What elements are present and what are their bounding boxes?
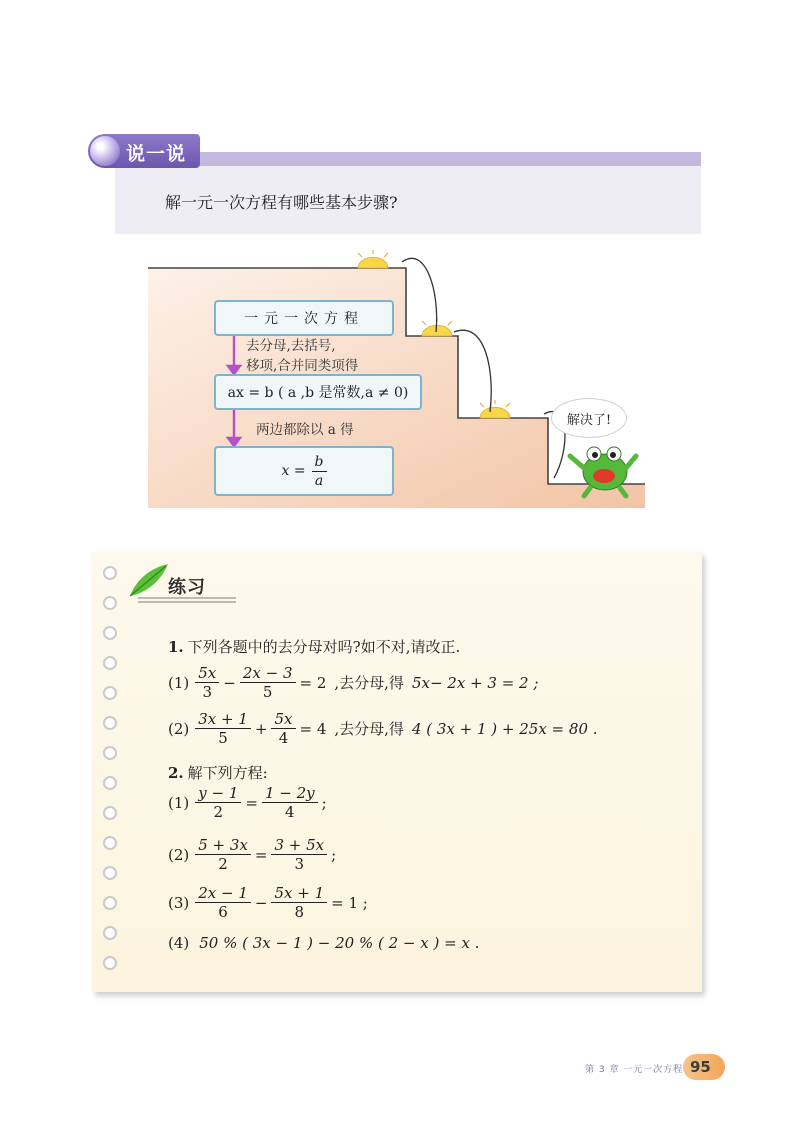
numerator: 5x + 1	[271, 884, 327, 903]
operator: −	[223, 673, 236, 692]
ring	[103, 896, 117, 910]
denominator: 5	[218, 729, 228, 747]
numerator: y − 1	[195, 784, 241, 803]
numerator: 1 − 2y	[262, 784, 318, 803]
say-it-question: 解一元一次方程有哪些基本步骤?	[165, 193, 398, 212]
question-2	[168, 762, 268, 783]
question-1-number: 1.	[168, 637, 184, 656]
denominator: 5	[262, 683, 273, 701]
numerator: 5x	[271, 710, 295, 729]
equation: 50 % ( 3x − 1 ) − 20 % ( 2 − x ) = x .	[199, 934, 480, 952]
q2-item-3-label: (3)	[168, 893, 190, 912]
flow-step1-note	[246, 336, 358, 376]
ring	[103, 566, 117, 580]
question-1	[168, 636, 460, 657]
say-it-title: 说一说	[126, 143, 187, 165]
ring	[103, 626, 117, 640]
numerator: 2x − 3	[240, 664, 296, 683]
solution-lhs: x =	[281, 463, 306, 479]
practice-title-underline	[138, 596, 238, 606]
operator: −	[254, 893, 268, 912]
ring	[103, 776, 117, 790]
q2-item-2	[168, 836, 340, 873]
fraction	[262, 784, 318, 821]
q2-item-3	[168, 884, 372, 921]
ring	[103, 746, 117, 760]
crystal-ball-icon	[90, 136, 120, 166]
q2-item-1	[168, 784, 331, 821]
fraction	[271, 710, 295, 747]
flow-step1-line1: 去分母,去括号,	[246, 338, 336, 354]
denominator: 3	[294, 855, 305, 873]
q2-item-4-label: (4)	[168, 934, 190, 952]
numerator: 5x	[195, 664, 219, 683]
fraction	[195, 836, 251, 873]
result-equation: 5x− 2x + 3 = 2 ;	[411, 673, 539, 692]
result-equation: 4 ( 3x + 1 ) + 25x = 80 .	[411, 719, 598, 738]
solution-denominator: a	[314, 472, 324, 489]
page-number: 95	[690, 1058, 711, 1076]
q2-item-1-label: (1)	[168, 793, 190, 812]
instruction-text: ,去分母,得	[334, 720, 404, 738]
q2-item-2-label: (2)	[168, 845, 190, 864]
rhs: ;	[331, 845, 337, 864]
chapter-footer: 第 3 章 一元一次方程	[585, 1065, 684, 1075]
operator: =	[245, 793, 258, 812]
denominator: 2	[213, 803, 224, 821]
ring	[103, 716, 117, 730]
question-2-number: 2.	[168, 763, 184, 782]
q1-item-2	[168, 710, 602, 747]
rhs: = 4	[299, 719, 327, 738]
numerator: 3 + 5x	[271, 836, 327, 855]
operator: =	[254, 845, 268, 864]
q1-item-1	[168, 664, 542, 701]
practice-title: 练习	[168, 577, 206, 598]
ring	[103, 806, 117, 820]
ring	[103, 926, 117, 940]
question-1-text: 下列各题中的去分母对吗?如不对,请改正.	[187, 638, 461, 656]
flow-step2-note: 两边都除以 a 得	[256, 422, 354, 438]
fraction	[271, 836, 327, 873]
frog-speech-bubble: 解决了!	[551, 398, 627, 438]
operator: +	[254, 719, 268, 738]
ring	[103, 596, 117, 610]
denominator: 6	[218, 903, 228, 921]
q2-item-4	[168, 934, 483, 952]
ring	[103, 686, 117, 700]
denominator: 4	[285, 803, 295, 821]
solution-numerator: b	[312, 453, 327, 472]
fraction	[271, 884, 327, 921]
fraction	[195, 710, 251, 747]
q1-item-2-label: (2)	[168, 719, 190, 738]
rhs: = 1 ;	[331, 893, 368, 912]
instruction-text: ,去分母,得	[334, 674, 404, 692]
fraction	[240, 664, 296, 701]
denominator: 2	[218, 855, 228, 873]
solution-fraction	[312, 453, 327, 490]
ring	[103, 836, 117, 850]
denominator: 4	[278, 729, 289, 747]
ring	[103, 866, 117, 880]
rhs: ;	[321, 793, 327, 812]
denominator: 3	[202, 683, 213, 701]
leaf-icon	[126, 562, 170, 600]
flow-box-linear-equation: 一元一次方程	[214, 300, 394, 336]
ring	[103, 956, 117, 970]
rhs: = 2	[299, 673, 327, 692]
numerator: 3x + 1	[195, 710, 251, 729]
say-it-header-band	[115, 152, 701, 166]
fraction	[195, 884, 251, 921]
q1-item-1-label: (1)	[168, 673, 190, 692]
flow-step1-line2: 移项,合并同类项得	[246, 358, 359, 374]
ring	[103, 656, 117, 670]
fraction	[195, 664, 219, 701]
fraction	[195, 784, 241, 821]
question-2-text: 解下列方程:	[187, 764, 268, 782]
notebook-rings	[103, 566, 117, 986]
flow-box-standard-form: ax = b ( a ,b 是常数,a ≠ 0)	[214, 374, 422, 410]
flow-box-solution	[214, 446, 394, 496]
numerator: 5 + 3x	[195, 836, 251, 855]
numerator: 2x − 1	[195, 884, 251, 903]
denominator: 8	[294, 903, 305, 921]
